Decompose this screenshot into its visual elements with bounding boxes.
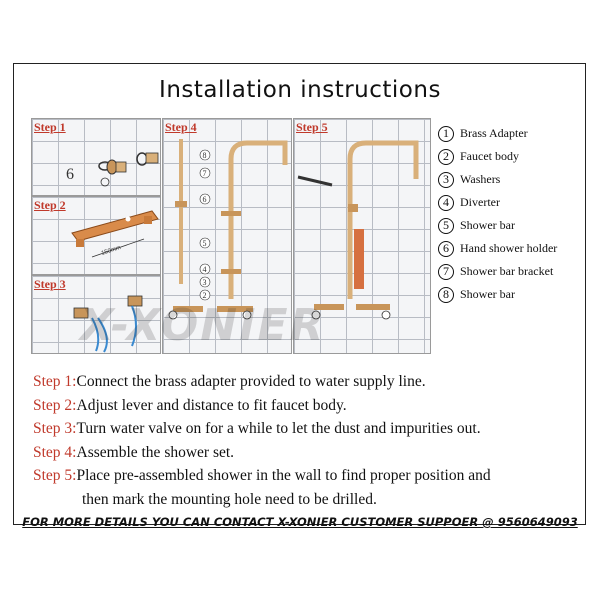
svg-text:8: 8 (202, 151, 207, 160)
legend-number: 5 (438, 218, 454, 234)
svg-text:2: 2 (202, 291, 207, 300)
step-line (33, 417, 593, 441)
step-line (33, 394, 593, 418)
legend-item (438, 145, 588, 168)
legend-number: 3 (438, 172, 454, 188)
svg-text:150mm: 150mm (100, 245, 122, 257)
step-text: Adjust lever and distance to fit faucet body. (76, 396, 347, 414)
legend-label: Brass Adapter (460, 126, 528, 140)
step1-tag: Step 1 (34, 120, 66, 134)
legend-label: Shower bar bracket (460, 264, 554, 278)
step2-illustration (32, 197, 161, 275)
legend-label: Faucet body (460, 149, 519, 163)
svg-text:4: 4 (202, 265, 207, 274)
svg-text:7: 7 (202, 169, 207, 178)
legend-number: 6 (438, 241, 454, 257)
step-line (33, 441, 593, 465)
legend-item (438, 283, 588, 306)
step1-illustration (32, 119, 161, 196)
step-text: Assemble the shower set. (76, 443, 235, 461)
step-label: Step 2: (33, 396, 77, 414)
step-text: Turn water valve on for a while to let the dust and impurities out. (76, 420, 481, 437)
step-label: Step 1: (33, 373, 77, 390)
legend-item (438, 237, 588, 260)
step2-panel (31, 196, 161, 275)
legend-item (438, 191, 588, 214)
legend-item (438, 260, 588, 283)
step4-tag: Step 4 (165, 120, 197, 134)
svg-text:5: 5 (202, 239, 207, 248)
step-line (33, 464, 593, 488)
svg-text:6: 6 (202, 195, 207, 204)
parts-legend (438, 122, 588, 306)
legend-item (438, 214, 588, 237)
step-line (33, 370, 593, 394)
step1-panel (31, 118, 161, 196)
page-title: Installation instructions (159, 77, 441, 103)
step-instructions (33, 370, 593, 511)
step-label: Step 3: (33, 420, 77, 437)
legend-label: Shower bar (460, 287, 515, 301)
legend-label: Diverter (460, 195, 500, 209)
legend-label: Washers (460, 172, 501, 186)
step-label: Step 5: (33, 467, 77, 484)
step3-tag: Step 3 (34, 277, 66, 291)
legend-item (438, 168, 588, 191)
legend-number: 2 (438, 149, 454, 165)
svg-text:6: 6 (66, 166, 74, 183)
step-text: Place pre-assembled shower in the wall to find proper position and (76, 467, 491, 484)
step-continuation: then mark the mounting hole need to be drilled. (82, 490, 377, 508)
watermark: X-XONIER (80, 300, 326, 351)
legend-item (438, 122, 588, 145)
contact-footer: FOR MORE DETAILS YOU CAN CONTACT X-XONIER CUSTOMER SUPPOER @ 9560649093 (22, 515, 578, 529)
step2-tag: Step 2 (34, 198, 66, 212)
legend-number: 1 (438, 126, 454, 142)
legend-number: 4 (438, 195, 454, 211)
step-label: Step 4: (33, 443, 77, 461)
svg-text:3: 3 (202, 278, 207, 287)
legend-number: 7 (438, 264, 454, 280)
legend-number: 8 (438, 287, 454, 303)
step-text: Connect the brass adapter provided to water supply line. (76, 373, 426, 390)
legend-label: Shower bar (460, 218, 515, 232)
step5-tag: Step 5 (296, 120, 328, 134)
legend-label: Hand shower holder (460, 241, 558, 255)
